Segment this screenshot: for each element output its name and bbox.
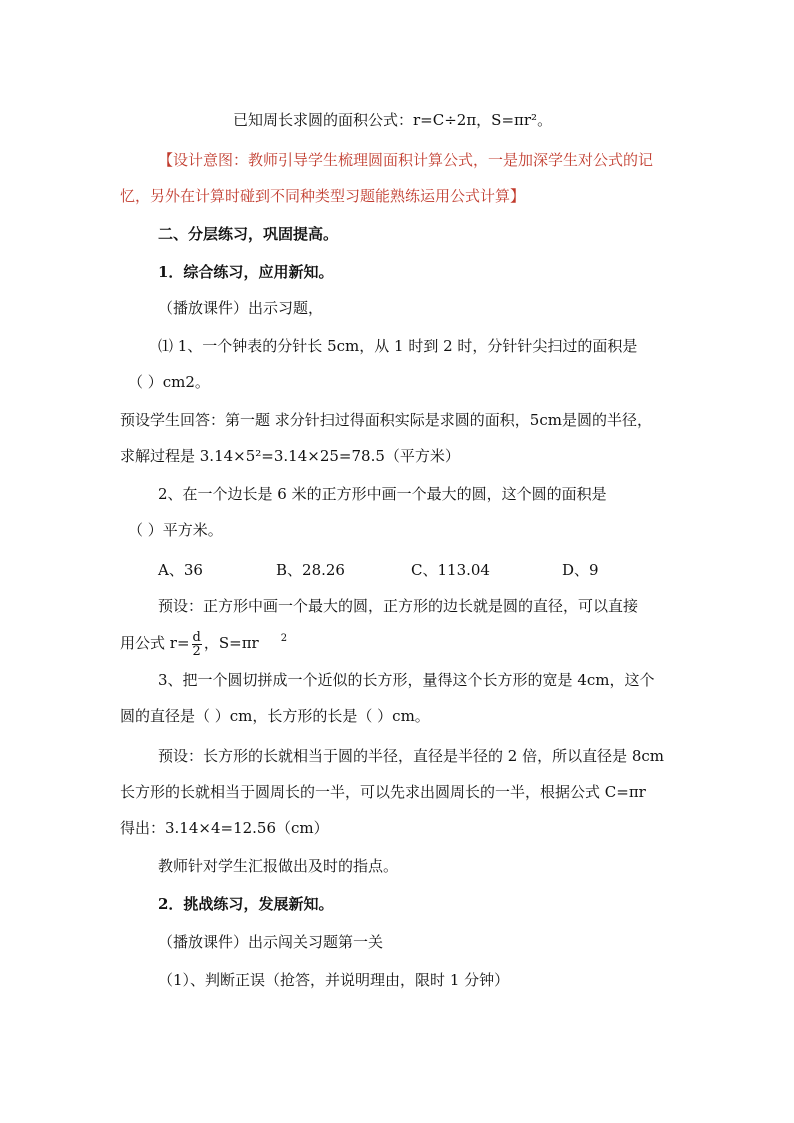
formula-prefix: 用公式 r= (120, 634, 190, 652)
design-intent-line-1: 【设计意图：教师引导学生梳理圆面积计算公式，一是加深学生对公式的记 (158, 151, 654, 169)
fraction-d-over-2 (192, 631, 202, 658)
answer-1-line-2: 求解过程是 3.14×5²=3.14×25=78.5（平方米） (120, 447, 460, 465)
formula-exponent: 2 (280, 633, 288, 644)
option-d: D、9 (562, 561, 599, 579)
option-b: B、28.26 (276, 561, 345, 579)
answer-1-line-1: 预设学生回答：第一题 求分针扫过得面积实际是求圆的面积，5cm是圆的半径， (120, 411, 652, 429)
preset-2-formula-line (120, 628, 287, 658)
section-heading: 二、分层练习，巩固提高。 (158, 225, 339, 243)
preset-2-line-1: 预设：正方形中画一个最大的圆，正方形的边长就是圆的直径，可以直接 (158, 597, 639, 615)
question-3-line-2: 圆的直径是（ ）cm，长方形的长是（ ）cm。 (120, 707, 430, 725)
option-c: C、113.04 (411, 561, 490, 579)
question-3-line-1: 3、把一个圆切拼成一个近似的长方形，量得这个长方形的宽是 4cm，这个 (158, 671, 655, 689)
design-intent-line-2: 忆，另外在计算时碰到不同种类型习题能熟练运用公式计算】 (120, 187, 526, 205)
subsection-heading-1: 1．综合练习，应用新知。 (158, 263, 334, 281)
subsection-heading-2: 2．挑战练习，发展新知。 (158, 895, 334, 913)
teacher-guidance-line: 教师针对学生汇报做出及时的指点。 (158, 857, 399, 875)
question-1-line-1: ⑴ 1、一个钟表的分针长 5cm，从 1 时到 2 时，分针针尖扫过的面积是 (158, 337, 638, 355)
area-formula-line: 已知周长求圆的面积公式：r=C÷2π，S=πr²。 (233, 111, 553, 129)
formula-suffix: ，S=πr (203, 634, 259, 652)
courseware-line-2: （播放课件）出示闯关习题第一关 (158, 933, 384, 951)
preset-3-line-1: 预设：长方形的长就相当于圆的半径，直径是半径的 2 倍，所以直径是 8cm (158, 747, 665, 765)
fraction-denominator: 2 (192, 643, 201, 659)
preset-3-line-3: 得出：3.14×4=12.56（cm） (120, 819, 329, 837)
question-1-line-2: （ ）cm2。 (128, 373, 210, 391)
courseware-line-1: （播放课件）出示习题， (158, 299, 324, 317)
option-a: A、36 (158, 561, 203, 579)
judgement-task-line: （1）、判断正误（抢答，并说明理由，限时 1 分钟） (158, 971, 510, 989)
question-2-line-1: 2、在一个边长是 6 米的正方形中画一个最大的圆，这个圆的面积是 (158, 485, 607, 503)
question-2-line-2: （ ）平方米。 (128, 521, 223, 539)
fraction-numerator: d (192, 629, 201, 645)
preset-3-line-2: 长方形的长就相当于圆周长的一半，可以先求出圆周长的一半，根据公式 C=πr (120, 783, 646, 801)
